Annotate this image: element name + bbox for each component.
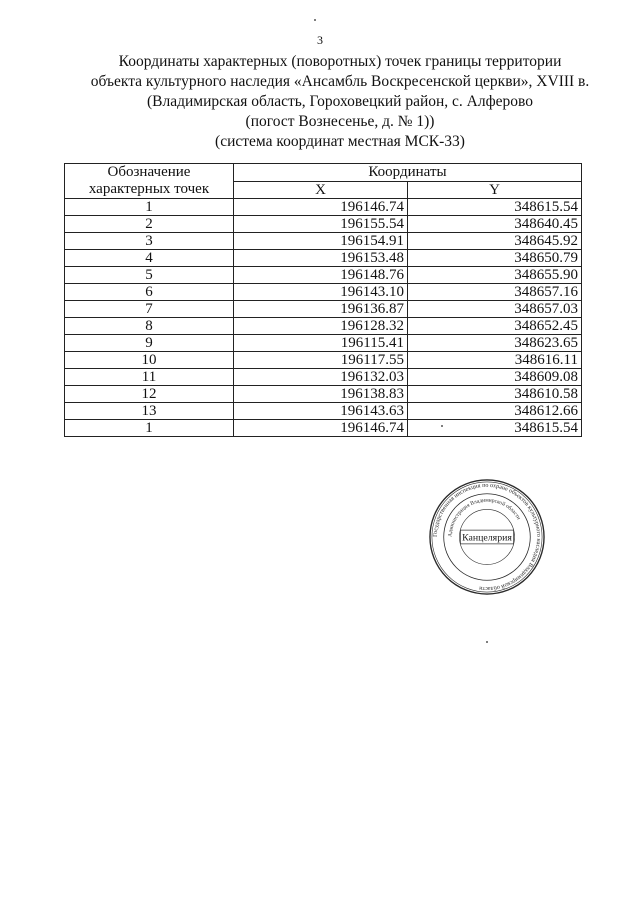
header-point-line-2: характерных точек [88, 181, 210, 197]
title-line-5: (система координат местная МСК-33) [215, 133, 465, 150]
scan-speck [441, 425, 443, 427]
header-point-line-1: Обозначение [107, 164, 191, 180]
y-cell: 348645.92 [408, 233, 582, 250]
point-cell: 4 [65, 250, 234, 267]
y-cell: 348623.65 [408, 335, 582, 352]
x-cell: 196136.87 [234, 301, 408, 318]
table-row [65, 250, 582, 267]
title-line-2: объекта культурного наследия «Ансамбль Воскресенской церкви», XVIII в. [90, 73, 590, 90]
table-row [65, 403, 582, 420]
header-point-designation [65, 164, 234, 199]
y-cell: 348657.16 [408, 284, 582, 301]
point-cell: 3 [65, 233, 234, 250]
stamp-outer-text: Государственная инспекция по охране объектов культурного наследия Владимирской области [432, 482, 542, 592]
y-cell: 348657.03 [408, 301, 582, 318]
point-cell: 1 [65, 199, 234, 216]
header-coordinates: Координаты [234, 164, 582, 182]
point-cell: 5 [65, 267, 234, 284]
point-cell: 7 [65, 301, 234, 318]
table-row [65, 216, 582, 233]
page-number: 3 [317, 33, 323, 47]
point-cell: 11 [65, 369, 234, 386]
point-cell: 13 [65, 403, 234, 420]
coordinates-table [64, 163, 582, 437]
table-row [65, 267, 582, 284]
x-cell: 196128.32 [234, 318, 408, 335]
point-cell: 6 [65, 284, 234, 301]
point-cell: 9 [65, 335, 234, 352]
point-cell: 12 [65, 386, 234, 403]
y-cell: 348615.54 [408, 199, 582, 216]
table-row [65, 420, 582, 437]
title-line-4: (погост Вознесенье, д. № 1)) [245, 113, 435, 130]
y-cell: 348650.79 [408, 250, 582, 267]
point-cell: 10 [65, 352, 234, 369]
y-cell: 348610.58 [408, 386, 582, 403]
x-cell: 196143.10 [234, 284, 408, 301]
point-cell: 8 [65, 318, 234, 335]
table-row [65, 199, 582, 216]
title-line-3: (Владимирская область, Гороховецкий район, с. Алферово [147, 93, 533, 110]
title-line-1: Координаты характерных (поворотных) точек границы территории [118, 53, 562, 70]
official-stamp [428, 478, 546, 596]
y-cell: 348640.45 [408, 216, 582, 233]
document-title [40, 52, 640, 152]
table-row [65, 335, 582, 352]
table-row [65, 301, 582, 318]
table-row [65, 284, 582, 301]
y-cell: 348616.11 [408, 352, 582, 369]
y-cell: 348609.08 [408, 369, 582, 386]
table-row [65, 233, 582, 250]
x-cell: 196146.74 [234, 199, 408, 216]
y-cell: 348612.66 [408, 403, 582, 420]
point-cell: 1 [65, 420, 234, 437]
table-row [65, 352, 582, 369]
table-row [65, 318, 582, 335]
header-x: X [234, 181, 408, 199]
scan-speck [486, 641, 488, 643]
stamp-center-label: Канцелярия [462, 532, 512, 544]
x-cell: 196148.76 [234, 267, 408, 284]
x-cell: 196146.74 [234, 420, 408, 437]
table-row [65, 386, 582, 403]
x-cell: 196138.83 [234, 386, 408, 403]
table-row [65, 369, 582, 386]
point-cell: 2 [65, 216, 234, 233]
x-cell: 196143.63 [234, 403, 408, 420]
y-cell: 348652.45 [408, 318, 582, 335]
x-cell: 196115.41 [234, 335, 408, 352]
stamp-inner-text: Администрация Владимирской области [447, 497, 522, 538]
x-cell: 196154.91 [234, 233, 408, 250]
x-cell: 196117.55 [234, 352, 408, 369]
y-cell: 348655.90 [408, 267, 582, 284]
y-cell: 348615.54 [408, 420, 582, 437]
scan-speck [314, 19, 316, 21]
header-y: Y [408, 181, 582, 199]
x-cell: 196132.03 [234, 369, 408, 386]
x-cell: 196155.54 [234, 216, 408, 233]
x-cell: 196153.48 [234, 250, 408, 267]
